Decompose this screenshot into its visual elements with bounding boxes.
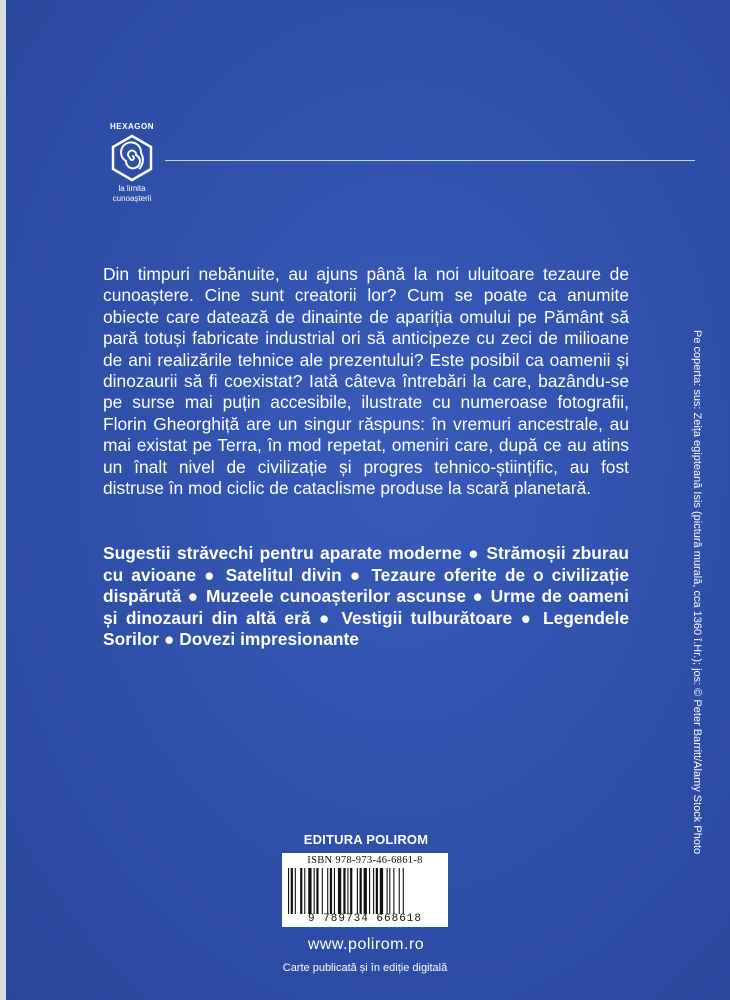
digital-edition-note: Carte publicată și în ediție digitală [282,962,448,974]
page-edge [0,0,6,1000]
image-credits: Pe coperta: sus: Zeița egipteană Isis (pictură murală, cca 1360 î.Hr.); jos: © Peter Barritt/Alamy Stock Photo [691,330,703,855]
series-logo [96,122,168,214]
logo-subtitle [96,184,168,204]
publisher-name: EDITURA POLIROM [303,832,429,847]
barcode-bars [288,868,442,914]
barcode [282,853,448,927]
publisher-website: www.polirom.ro [307,936,425,953]
hexagon-spiral-icon [108,134,156,182]
topics-list: Sugestii străvechi pentru aparate moderne ● Strămoșii zburau cu avioane ● Satelitul divin ● Tezaure oferite de o civilizație dispărută ● Muzeele cunoașterilor ascunse ● Urme de oameni și dinozauri din altă eră ● Vestigii tulburătoare ● Legendele Sorilor ● Dovezi impresionante [103,543,629,650]
barcode-digits: 9 789734 668618 [307,913,423,925]
logo-subtitle-line2: cunoașterii [112,194,152,203]
logo-subtitle-line1: la limita [118,184,146,193]
isbn-label: ISBN 978-973-46-6861-8 [307,855,423,866]
book-description: Din timpuri nebănuite, au ajuns până la noi uluitoare tezaure de cunoaștere. Cine sunt creatorii lor? Cum se poate ca anumite obiecte care datează de dinainte de apariția omului pe Pământ să pară totuși fabricate industrial ori să anticipeze cu zeci de milioane de ani realizările tehnice ale prezentului? Este posibil ca oamenii și dinozaurii să fi coexistat? Iată câteva întrebări la care, bazându-se pe surse mai puțin accesibile, ilustrate cu numeroase fotografii, Florin Gheorghiță are un singur răspuns: în vremuri ancestrale, au mai existat pe Terra, în mod repetat, omeniri care, după ce au atins un înalt nivel de civilizație și progres tehnico-științific, au fost distruse în mod ciclic de cataclisme produse la scară planetară. [103,264,629,499]
logo-series-name: HEXAGON [110,122,154,131]
divider-line [165,160,695,161]
